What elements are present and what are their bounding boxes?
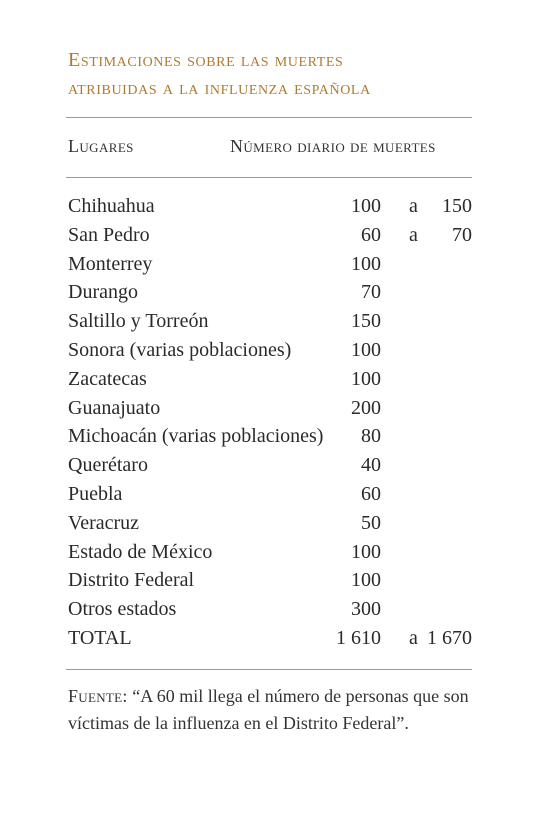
bottom-rule [66,669,472,670]
source-label: Fuente: [68,686,128,706]
title-line-1: Estimaciones sobre las muertes [68,49,344,71]
row-deaths-low: 80 [361,425,381,448]
row-range-separator: a [409,626,418,649]
row-place: Durango [68,281,138,304]
row-deaths-low: 60 [361,482,381,505]
row-place: Saltillo y Torreón [68,310,209,333]
table-row [0,624,545,653]
table-row [0,278,545,307]
table-row [0,394,545,423]
table-row [0,422,545,451]
row-place: San Pedro [68,223,150,246]
row-place: Querétaro [68,454,148,477]
data-table [0,192,545,653]
table-row [0,566,545,595]
row-deaths-low: 100 [351,195,381,217]
row-deaths-high: 150 [442,195,472,217]
row-place: Puebla [68,482,123,505]
table-row [0,336,545,365]
row-deaths-high: 70 [452,223,472,246]
row-deaths-low: 100 [351,540,381,563]
row-deaths-low: 70 [361,281,381,304]
title-line-2: atribuidas a la influenza española [68,77,371,99]
row-deaths-low: 200 [351,396,381,419]
row-place: Sonora (varias poblaciones) [68,338,292,361]
source-note [68,683,488,737]
row-place: Otros estados [68,598,177,621]
row-place: Distrito Federal [68,569,195,592]
row-place: Monterrey [68,252,153,275]
row-range-separator: a [409,223,418,246]
source-text: “A 60 mil llega el número de personas que son víctimas de la influenza en el Distrito Federal”. [68,686,469,733]
table-row [0,595,545,624]
row-deaths-low: 60 [361,223,381,246]
row-deaths-low: 1 610 [336,626,381,649]
table-row [0,307,545,336]
table-row [0,480,545,509]
row-deaths-low: 100 [351,367,381,390]
table-row [0,250,545,279]
row-deaths-low: 100 [351,252,381,275]
table-row [0,221,545,250]
row-range-separator: a [409,195,418,217]
row-place: Estado de México [68,540,213,563]
row-place: Zacatecas [68,367,147,390]
table-row [0,365,545,394]
row-place: Michoacán (varias poblaciones) [68,425,324,448]
table-row [0,538,545,567]
row-place: Guanajuato [68,396,161,419]
row-deaths-low: 300 [351,598,381,621]
row-place: Chihuahua [68,195,155,217]
header-deaths: Número diario de muertes [230,136,436,156]
row-deaths-low: 40 [361,454,381,477]
row-deaths-low: 50 [361,511,381,534]
row-place: Veracruz [68,511,140,534]
row-deaths-low: 150 [351,310,381,333]
table-row [0,192,545,221]
table-row [0,451,545,480]
header-places: Lugares [68,136,134,156]
table-row [0,509,545,538]
row-place: TOTAL [68,626,132,649]
header-rule [66,177,472,178]
top-rule [66,117,472,118]
row-deaths-low: 100 [351,338,381,361]
row-deaths-high: 1 670 [427,626,472,649]
table-title [68,46,508,102]
row-deaths-low: 100 [351,569,381,592]
